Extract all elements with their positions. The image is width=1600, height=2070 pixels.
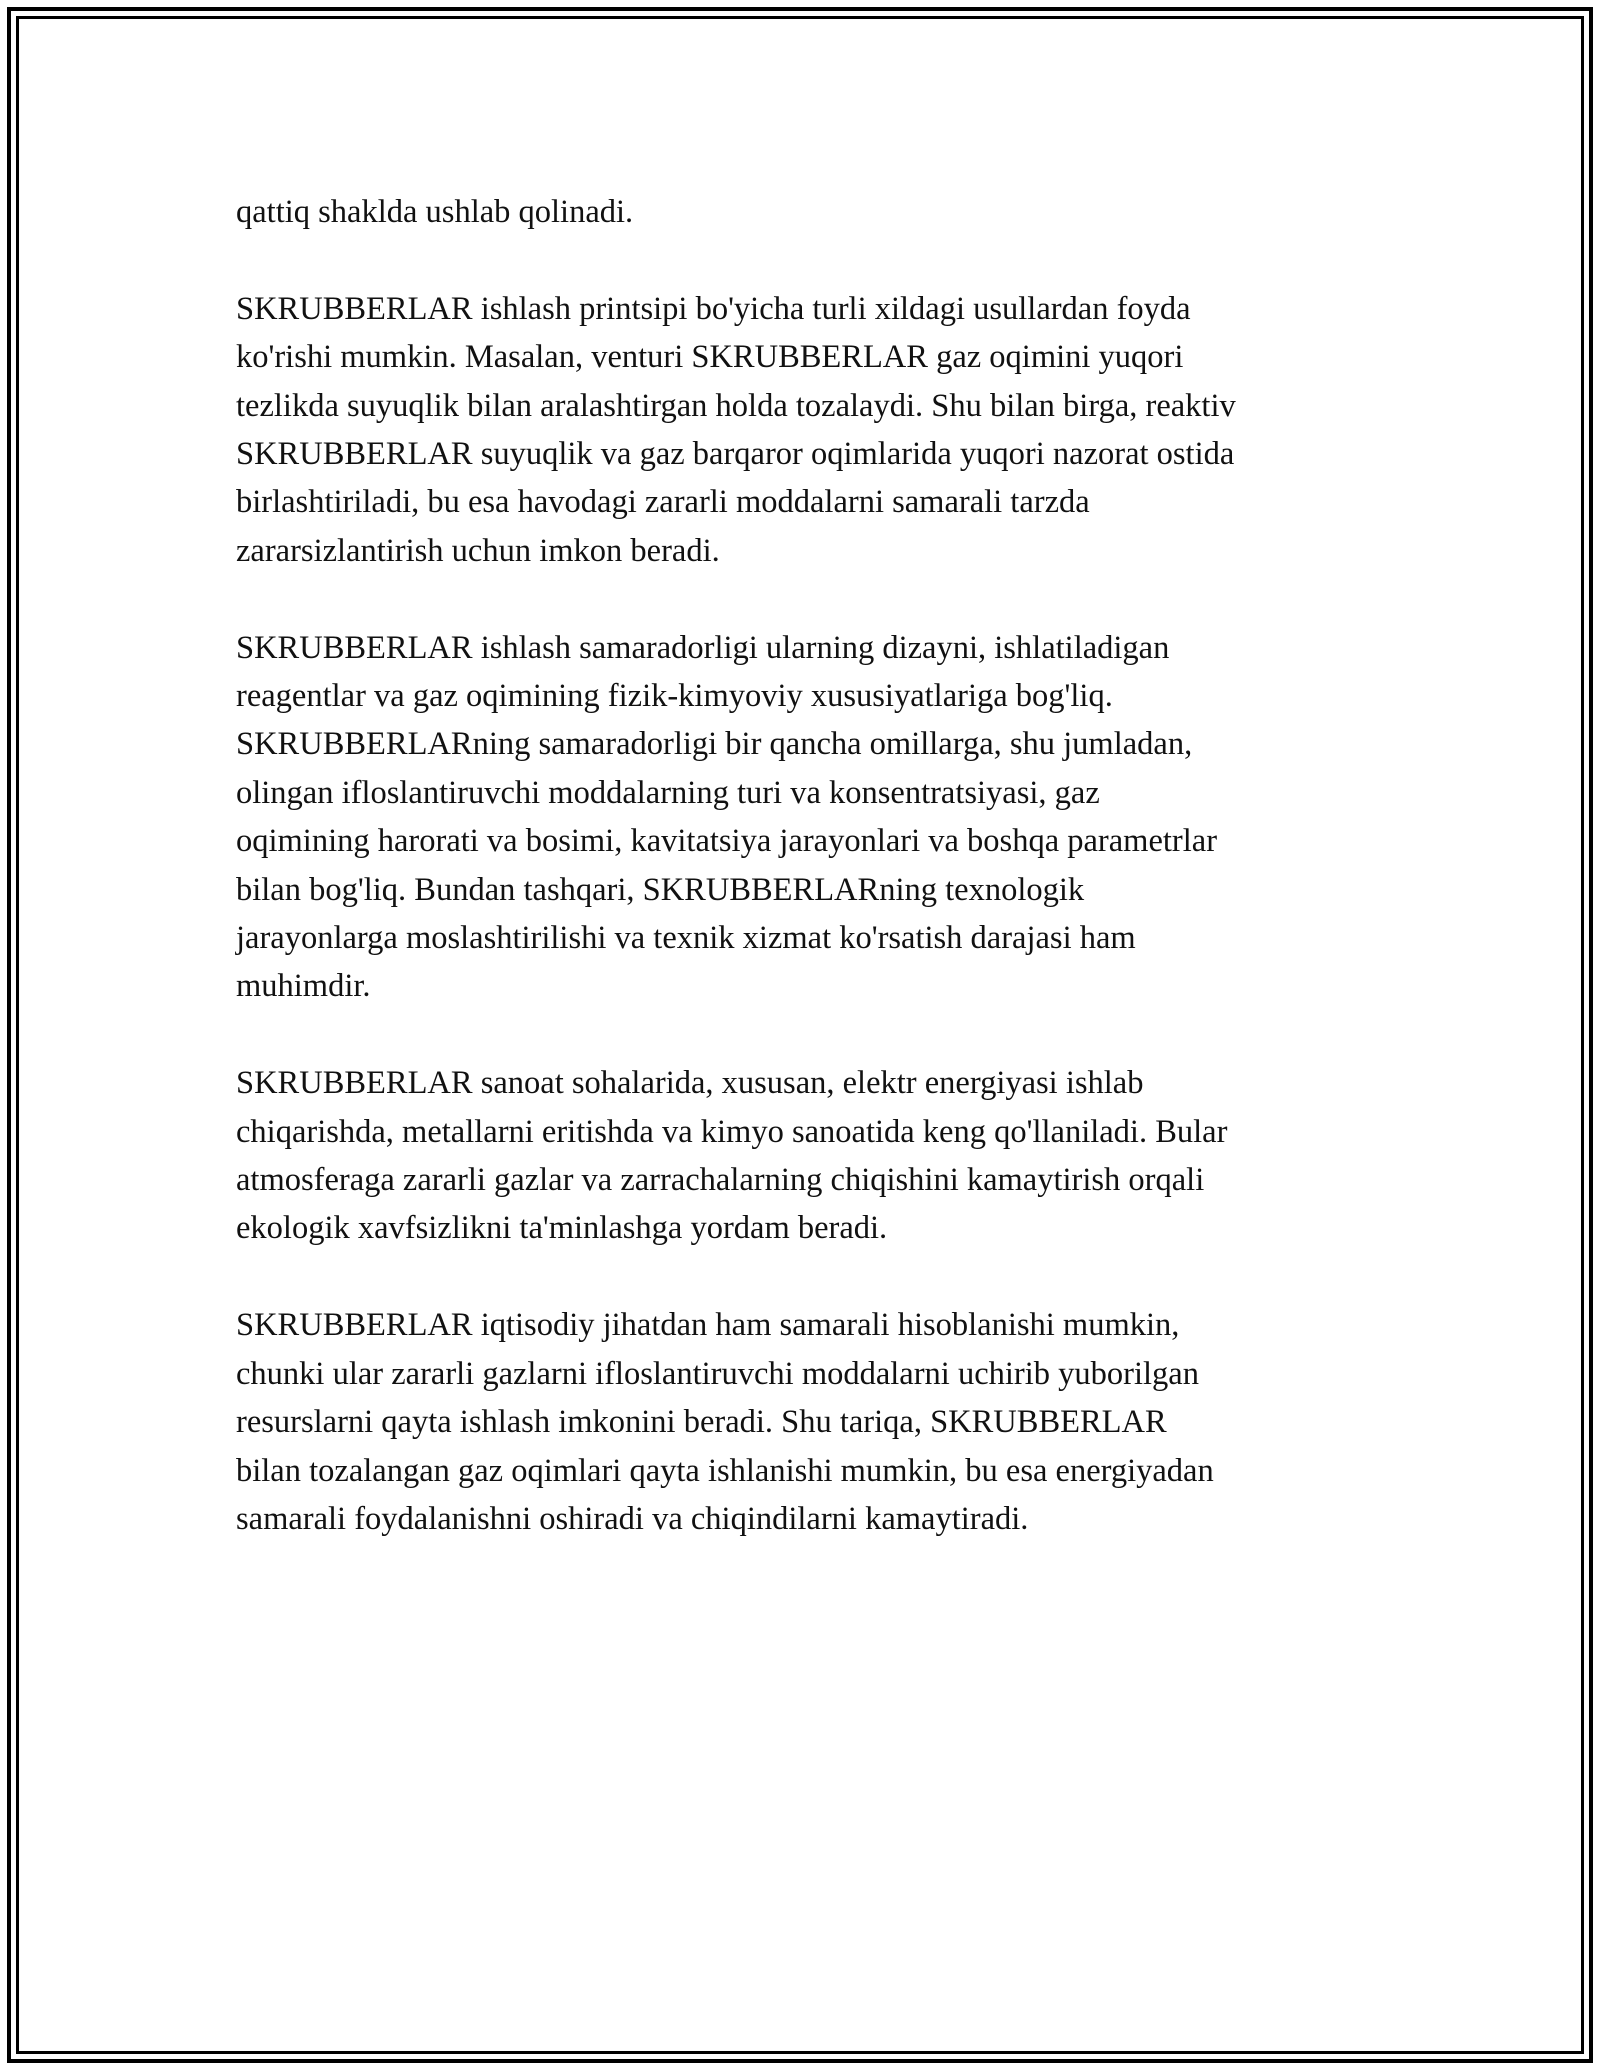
paragraph-5: SKRUBBERLAR iqtisodiy jihatdan ham samarali hisoblanishi mumkin, chunki ular zararli gazlarni ifloslantiruvchi moddalarni uchirib yuborilgan resurslarni qayta ishlash imkonini beradi. Shu tariqa, SKRUBBERLAR bilan tozalangan gaz oqimlari qayta ishlanishi mumkin, bu esa energiyadan samarali foydalanishni oshiradi va chiqindilarni kamaytiradi. (236, 1307, 1214, 1537)
paragraph-1: qattiq shaklda ushlab qolinadi. (236, 194, 634, 230)
paragraph-4: SKRUBBERLAR sanoat sohalarida, xususan, elektr energiyasi ishlab chiqarishda, metallarni eritishda va kimyo sanoatida keng qo'llaniladi. Bular atmosferaga zararli gazlar va zarrachalarning chiqishini kamaytirish orqali ekologik xavfsizlikni ta'minlashga yordam beradi. (236, 1065, 1228, 1247)
paragraph-2: SKRUBBERLAR ishlash printsipi bo'yicha turli xildagi usullardan foyda ko'rishi mumkin. Masalan, venturi SKRUBBERLAR gaz oqimini yuqori tezlikda suyuqlik bilan aralashtirgan holda tozalaydi. Shu bilan birga, reaktiv SKRUBBERLAR suyuqlik va gaz barqaror oqimlarida yuqori nazorat ostida birlashtiriladi, bu esa havodagi zararli moddalarni samarali tarzda zararsizlantirish uchun imkon beradi. (236, 290, 1236, 569)
document-body (236, 188, 1386, 1592)
paragraph-3: SKRUBBERLAR ishlash samaradorligi ularning dizayni, ishlatiladigan reagentlar va gaz oqimining fizik-kimyoviy xususiyatlariga bog'liq. SKRUBBERLARning samaradorligi bir qancha omillarga, shu jumladan, olingan ifloslantiruvchi moddalarning turi va konsentratsiyasi, gaz oqimining harorati va bosimi, kavitatsiya jarayonlari va boshqa parametrlar bilan bog'liq. Bundan tashqari, SKRUBBERLARning texnologik jarayonlarga moslashtirilishi va texnik xizmat ko'rsatish darajasi ham muhimdir. (236, 629, 1218, 1005)
